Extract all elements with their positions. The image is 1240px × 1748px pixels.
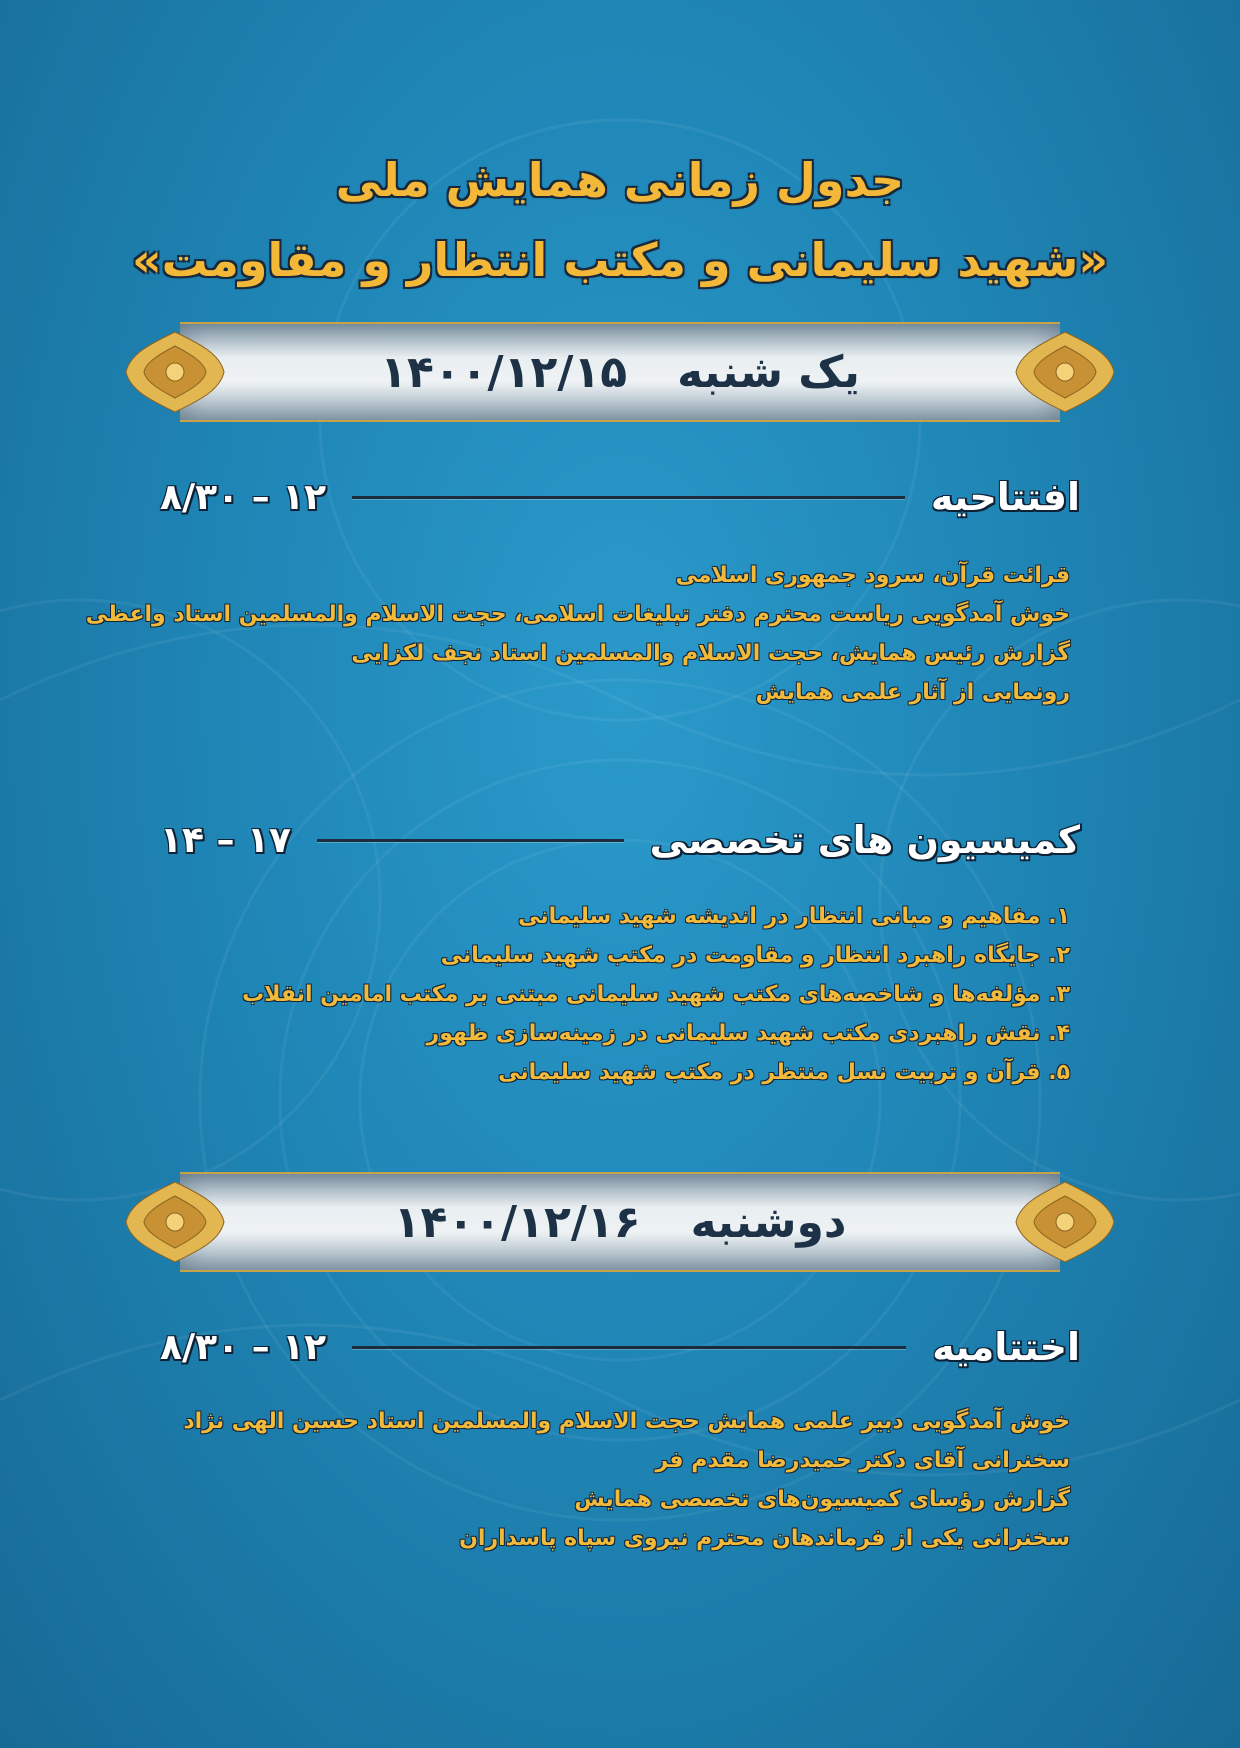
divider-line <box>352 496 905 499</box>
list-item: ۲. جایگاه راهبرد انتظار و مقاومت در مکتب شهید سلیمانی <box>440 943 1070 968</box>
session-header <box>160 462 1080 532</box>
session-name: کمیسیون های تخصصی <box>649 818 1080 862</box>
session-time: ۸/۳۰ – ۱۲ <box>160 476 327 518</box>
divider-line <box>352 1346 906 1349</box>
session-name: افتتاحیه <box>930 475 1080 519</box>
list-item: گزارش رئیس همایش، حجت الاسلام والمسلمین استاد نجف لکزایی <box>351 641 1070 666</box>
title-line-2: «شهید سلیمانی و مکتب انتظار و مقاومت» <box>131 233 1109 287</box>
list-item: ۳. مؤلفه‌ها و شاخصه‌های مکتب شهید سلیمانی مبتنی بر مکتب امامین انقلاب <box>242 982 1070 1007</box>
day-date: ۱۴۰۰/۱۲/۱۶ <box>393 1196 641 1248</box>
list-item: رونمایی از آثار علمی همایش <box>755 680 1070 705</box>
arabesque-ornament-icon <box>1010 324 1120 420</box>
session-time: ۱۴ – ۱۷ <box>160 819 291 861</box>
divider-line <box>317 839 624 842</box>
title-line-1: جدول زمانی همایش ملی <box>335 153 905 207</box>
arabesque-ornament-icon <box>120 1174 230 1270</box>
session-header <box>160 1312 1080 1382</box>
day-date: ۱۴۰۰/۱۲/۱۵ <box>380 346 628 398</box>
session-items <box>85 556 1070 712</box>
arabesque-ornament-icon <box>1010 1174 1120 1270</box>
list-item: قرائت قرآن، سرود جمهوری اسلامی <box>675 563 1070 588</box>
list-item: سخنرانی آقای دکتر حمیدرضا مقدم فر <box>655 1448 1070 1473</box>
list-item: گزارش رؤسای کمیسیون‌های تخصصی همایش <box>574 1487 1070 1512</box>
list-item: سخنرانی یکی از فرماندهان محترم نیروی سپاه پاسداران <box>459 1526 1070 1551</box>
list-item: ۴. نقش راهبردی مکتب شهید سلیمانی در زمینه‌سازی ظهور <box>426 1021 1070 1046</box>
session-items <box>160 897 1070 1092</box>
arabesque-ornament-icon <box>120 324 230 420</box>
list-item: ۵. قرآن و تربیت نسل منتظر در مکتب شهید سلیمانی <box>498 1060 1070 1085</box>
list-item: ۱. مفاهیم و مبانی انتظار در اندیشه شهید سلیمانی <box>518 904 1070 929</box>
session-time: ۸/۳۰ – ۱۲ <box>160 1326 327 1368</box>
list-item: خوش آمدگویی دبیر علمی همایش حجت الاسلام والمسلمین استاد حسین الهی نژاد <box>183 1409 1070 1434</box>
day-name: یک شنبه <box>677 346 860 398</box>
session-name: اختتامیه <box>932 1325 1080 1369</box>
session-header <box>160 805 1080 875</box>
day-name: دوشنبه <box>690 1196 847 1248</box>
page-title <box>0 140 1240 300</box>
session-items <box>160 1402 1070 1558</box>
day-banner-1 <box>180 322 1060 422</box>
day-banner-2 <box>180 1172 1060 1272</box>
list-item: خوش آمدگویی ریاست محترم دفتر تبلیغات اسلامی، حجت الاسلام والمسلمین استاد واعظی <box>85 602 1070 627</box>
